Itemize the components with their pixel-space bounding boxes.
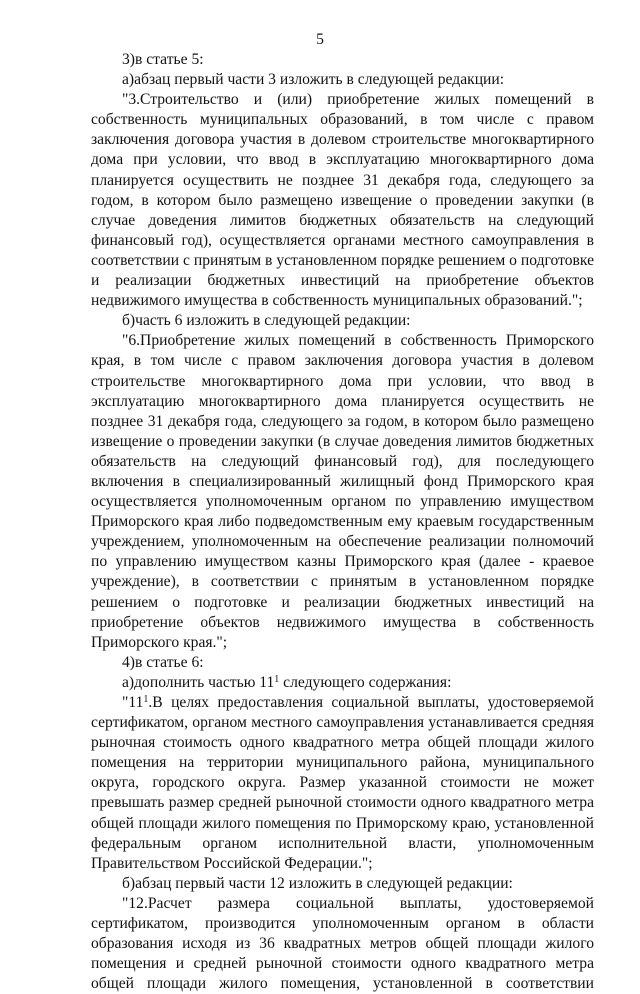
item-4a-superscript: 1	[274, 673, 280, 685]
item-4a-text-before: а)дополнить частью 11	[122, 673, 275, 691]
article-6-part-12-text: "12.Расчет размера социальной выплаты, удостоверяемой сертификатом, производится уполномоченным органом в области образования исходя из 36 квадратных метров общей площади жилого помещения и средней рыночной стоимости одного квадратного метра общей площади жилого помещения, установленной в соответствии	[91, 894, 594, 993]
item-4b-instruction: б)абзац первый части 12 изложить в следующей редакции:	[122, 874, 513, 892]
item-4a-instruction	[91, 673, 594, 693]
item-3a-instruction: а)абзац первый части 3 изложить в следующей редакции:	[122, 71, 505, 89]
article-5-part-3-text: "3.Строительство и (или) приобретение жилых помещений в собственность муниципальных образований, в том числе с правом заключения договора участия в долевом строительстве многоквартирного дома при условии, что ввод в эксплуатацию многоквартирного дома планируется осуществить не позднее 31 декабря года, следующего за годом, в котором было размещено извещение о проведении закупки (в случае доведения лимитов бюджетных обязательств на следующий финансовый год), осуществляется органами местного самоуправления в соответствии с принятым в установленном порядке решением о подготовке и реализации бюджетных инвестиций на приобретение объектов недвижимого имущества в собственность муниципальных образований.";	[91, 91, 594, 310]
item-3b-instruction: б)часть 6 изложить в следующей редакции:	[122, 312, 411, 330]
item-4-heading: 4)в статье 6:	[122, 653, 204, 671]
part-11-1-superscript: 1	[143, 694, 149, 705]
part-11-1-text-after: .В целях предоставления социальной выплаты, удостоверяемой сертификатом, органом местного самоуправления устанавливается средняя рыночная стоимость одного квадратного метра общей площади жилого помещения на территории муниципального района, муниципального округа, городского округа. Размер указанной стоимости не может превышать размер средней рыночной стоимости одного квадратного метра общей площади жилого помещения по Приморскому краю, установленной федеральным органом исполнительной власти, уполномоченным Правительством Российской Федерации.";	[91, 694, 594, 872]
document-body	[91, 50, 594, 994]
item-4a-text-after: следующего содержания:	[279, 673, 452, 691]
article-6-part-11-1-text	[91, 693, 594, 874]
item-3-heading: 3)в статье 5:	[122, 51, 204, 68]
part-11-1-text-before: "11	[122, 694, 144, 711]
page-number: 5	[316, 31, 324, 48]
article-5-part-6-text: "6.Приобретение жилых помещений в собственность Приморского края, в том числе с правом заключения договора участия в долевом строительстве многоквартирного дома при условии, что ввод в эксплуатацию многоквартирного дома планируется осуществить не позднее 31 декабря года, следующего за годом, в котором было размещено извещение о проведении закупки (в случае доведения лимитов бюджетных обязательств на следующий финансовый год), для последующего включения в специализированный жилищный фонд Приморского края осуществляется уполномоченным органом по управлению имуществом Приморского края либо подведомственным ему краевым государственным учреждением, уполномоченным на обеспечение реализации полномочий по управлению имуществом казны Приморского края (далее - краевое учреждение), в соответствии с принятым в установленном порядке решением о подготовке и реализации бюджетных инвестиций на приобретение объектов недвижимого имущества в собственность Приморского края.";	[91, 332, 594, 651]
